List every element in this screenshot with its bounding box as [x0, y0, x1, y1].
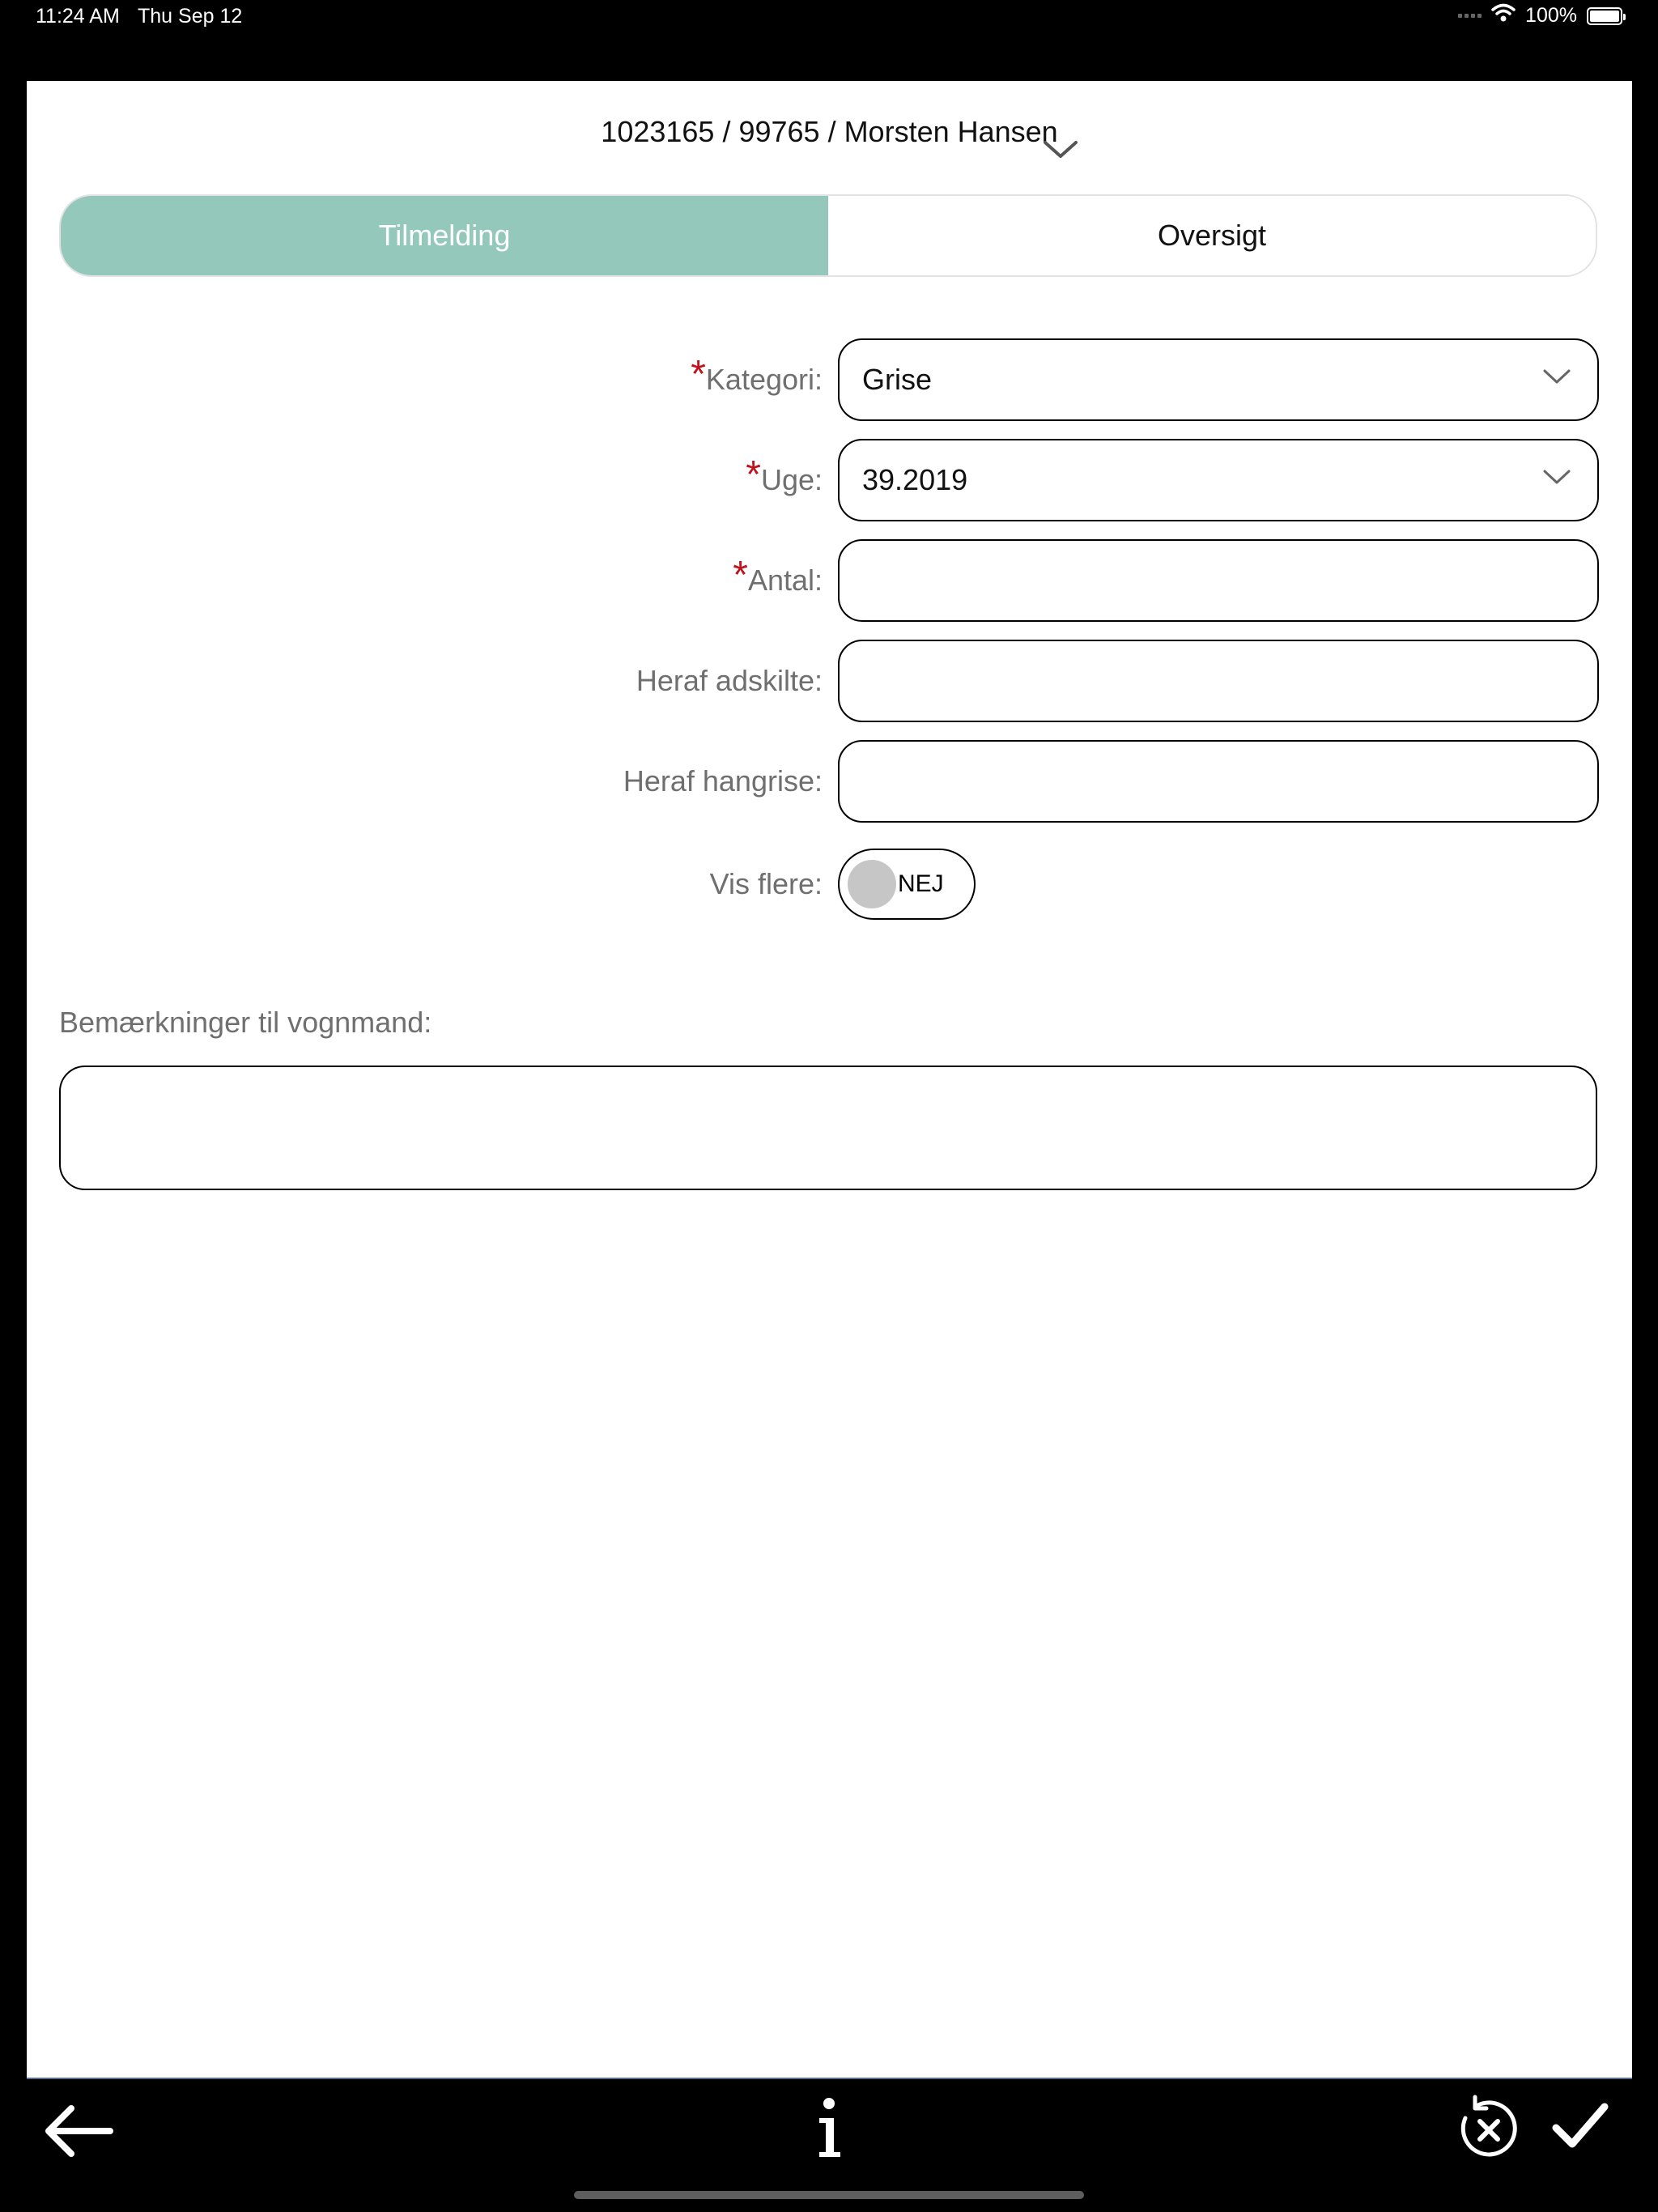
uge-label: * Uge:	[746, 453, 823, 496]
home-indicator	[574, 2191, 1084, 2199]
battery-percent: 100%	[1525, 4, 1577, 27]
heraf-hangrise-row	[27, 740, 1632, 823]
toggle-knob	[848, 860, 896, 908]
heraf-adskilte-label: Heraf adskilte:	[636, 664, 823, 697]
antal-input[interactable]	[838, 539, 1599, 622]
status-date: Thu Sep 12	[138, 5, 243, 28]
tab-tilmelding[interactable]: Tilmelding	[61, 196, 828, 275]
toggle-state: NEJ	[898, 870, 944, 897]
battery-icon	[1587, 7, 1622, 25]
chevron-down-icon	[1542, 368, 1571, 389]
kategori-label: * Kategori:	[691, 353, 823, 396]
required-marker: *	[691, 353, 706, 396]
undo-cancel-icon[interactable]	[1456, 2094, 1520, 2166]
chevron-down-icon[interactable]	[1043, 139, 1078, 164]
uge-row	[27, 439, 1632, 521]
arrow-left-icon[interactable]	[42, 2100, 113, 2166]
status-indicators	[1458, 3, 1622, 28]
required-marker: *	[746, 453, 761, 496]
cellular-signal-icon	[1458, 14, 1482, 18]
status-bar	[0, 0, 1658, 32]
uge-value: 39.2019	[862, 463, 968, 496]
page-title: 1023165 / 99765 / Morsten Hansen	[601, 115, 1058, 148]
segmented-control	[59, 194, 1597, 277]
vis-flere-label: Vis flere:	[709, 867, 823, 900]
info-icon[interactable]	[810, 2095, 848, 2164]
remarks-label: Bemærkninger til vognmand:	[59, 1006, 432, 1039]
uge-select[interactable]	[838, 439, 1599, 521]
antal-row	[27, 539, 1632, 622]
wifi-icon	[1491, 3, 1516, 28]
kategori-value: Grise	[862, 363, 933, 396]
heraf-hangrise-input[interactable]	[838, 740, 1599, 823]
tab-oversigt[interactable]: Oversigt	[828, 196, 1596, 275]
main-panel	[27, 81, 1632, 2079]
vis-flere-row	[27, 849, 1632, 920]
heraf-adskilte-input[interactable]	[838, 640, 1599, 722]
required-marker: *	[733, 554, 748, 597]
remarks-textarea[interactable]	[59, 1066, 1597, 1190]
kategori-row	[27, 338, 1632, 421]
heraf-adskilte-row	[27, 640, 1632, 722]
checkmark-icon[interactable]	[1551, 2100, 1609, 2156]
status-time: 11:24 AM	[36, 5, 120, 28]
antal-label: * Antal:	[733, 554, 823, 597]
kategori-select[interactable]	[838, 338, 1599, 421]
vis-flere-toggle[interactable]	[838, 849, 976, 920]
heraf-hangrise-label: Heraf hangrise:	[623, 764, 823, 798]
chevron-down-icon	[1542, 468, 1571, 490]
